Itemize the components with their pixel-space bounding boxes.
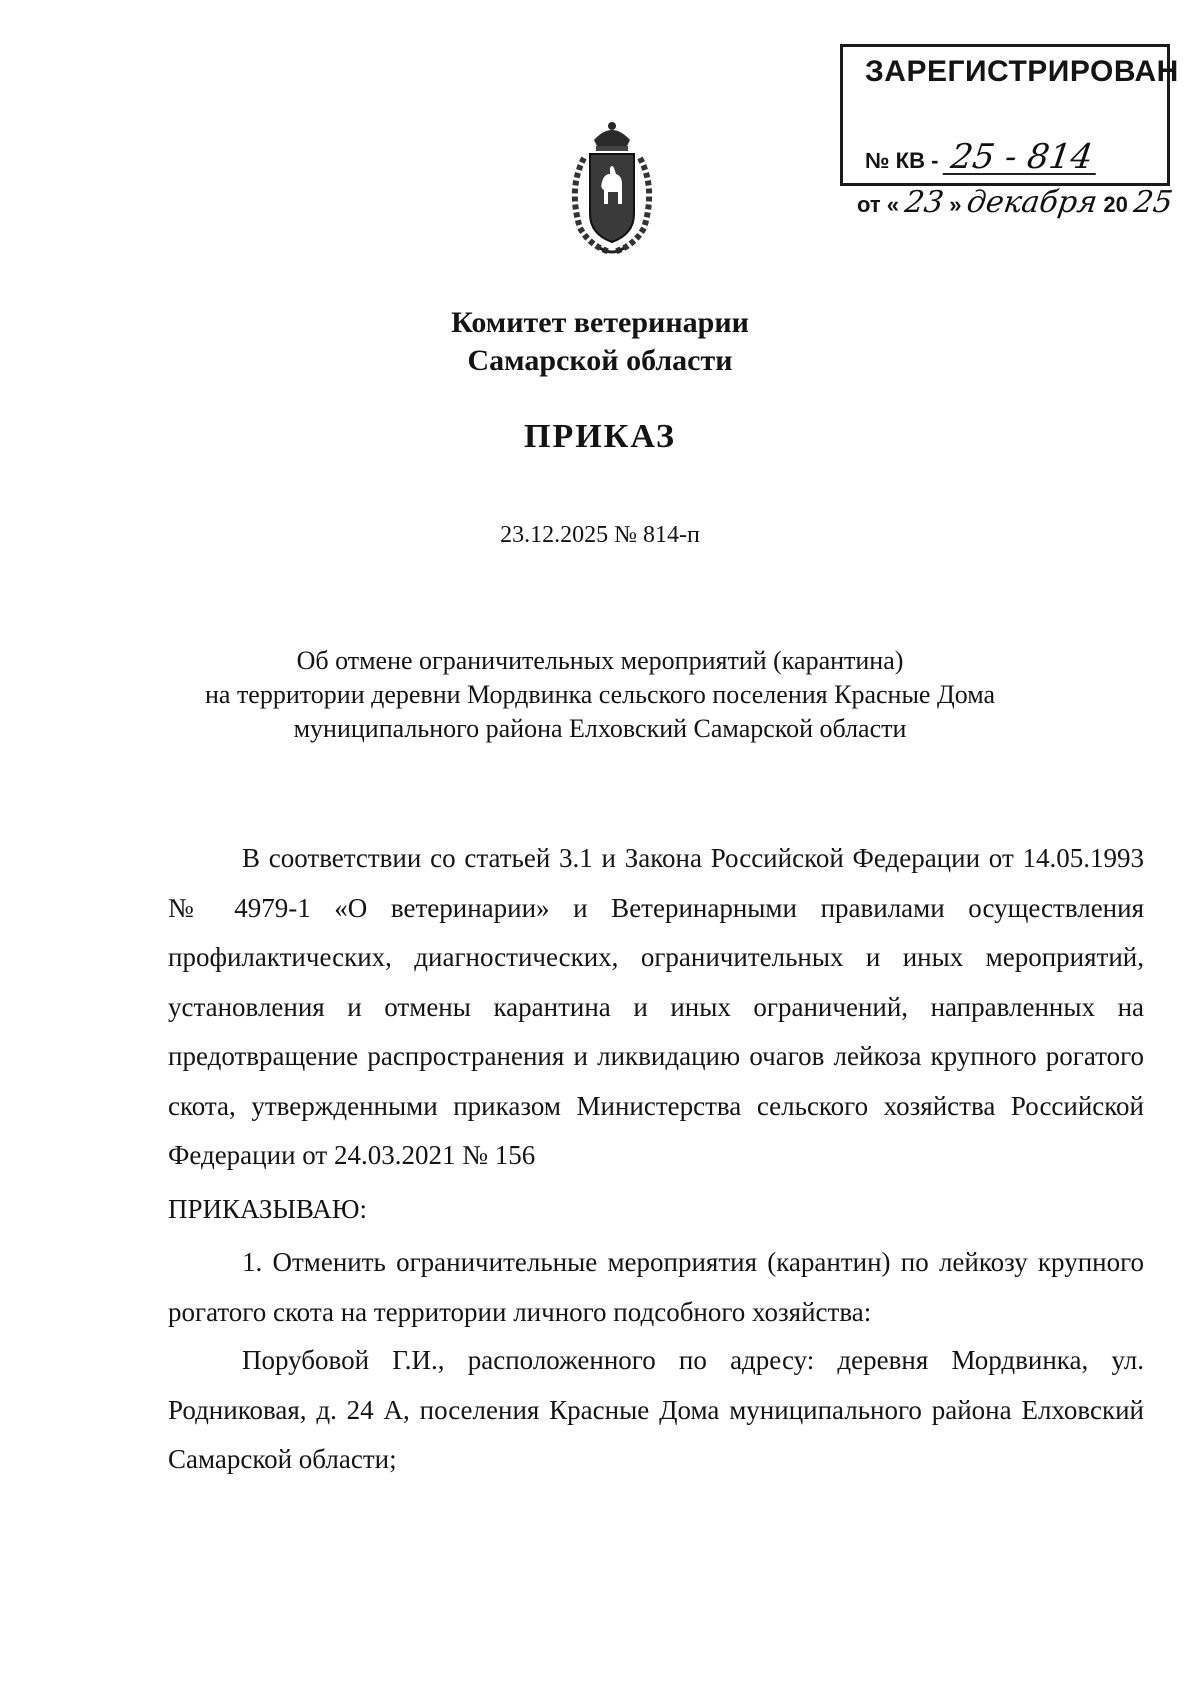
document-type: ПРИКАЗ: [524, 418, 676, 455]
stamp-number-label: № КВ -: [865, 148, 939, 173]
item1-paragraph: 1. Отменить ограничительные мероприятия (карантин) по лейкозу крупного рогатого скота на территории личного подсобного хозяйства:: [168, 1247, 1144, 1327]
subject-line1: Об отмене ограничительных мероприятий (карантина): [296, 646, 904, 675]
registration-stamp: [840, 44, 1179, 220]
subject-line2: на территории деревни Мордвинка сельского поселения Красные Дома: [204, 680, 996, 709]
organization-name: [0, 304, 1200, 380]
samara-coat-of-arms-icon: [560, 118, 664, 258]
stamp-date-month: декабря: [965, 185, 1100, 220]
order-word: ПРИКАЗЫВАЮ:: [168, 1194, 367, 1224]
stamp-date-row: [857, 187, 1178, 219]
subject-line3: муниципального района Елховский Самарской области: [293, 714, 907, 743]
order-subject: [0, 644, 1200, 746]
stamp-date-mid: »: [949, 192, 962, 217]
organization-name-line1: Комитет ветеринарии: [451, 306, 749, 339]
stamp-number-value: 25 - 814: [942, 141, 1100, 175]
stamp-date-year-suffix: 25: [1131, 185, 1175, 220]
stamp-date-day: 23: [902, 185, 946, 220]
stamp-title: ЗАРЕГИСТРИРОВАН: [865, 55, 1179, 88]
stamp-number-row: [865, 137, 1098, 177]
item1-detail-paragraph: Порубовой Г.И., расположенного по адресу: деревня Мордвинка, ул. Родниковая, д. 24 А, поселения Красные Дома муниципального района Елховский Самарской области;: [168, 1345, 1144, 1474]
order-date-number: 23.12.2025 № 814-п: [500, 522, 700, 548]
organization-name-line2: Самарской области: [467, 344, 733, 377]
stamp-date-year-prefix: 20: [1103, 192, 1128, 217]
stamp-date-prefix: от «: [857, 192, 900, 217]
preamble-paragraph: В соответствии со статьей 3.1 и Закона Российской Федерации от 14.05.1993 № 4979-1 «О ветеринарии» и Ветеринарными правилами осуществления профилактических, диагностических, ограничительных и иных мероприятий, установления и отмены карантина и иных ограничений, направленных на предотвращение распространения и ликвидацию очагов лейкоза крупного рогатого скота, утвержденными приказом Министерства сельского хозяйства Российской Федерации от 24.03.2021 № 156: [168, 843, 1144, 1170]
